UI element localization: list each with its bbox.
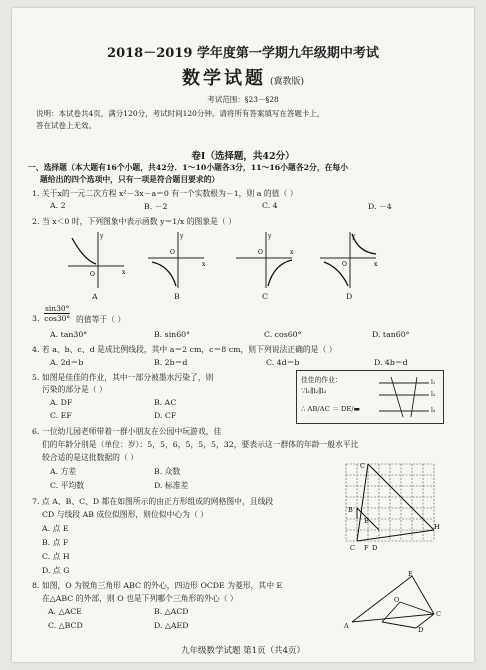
subject-name: 数学试题: [181, 68, 266, 89]
q6-option-a: A. 方差: [50, 467, 77, 476]
q6-stem-line1: 6. 一位幼儿园老师带着一群小朋友在公园中玩游戏，佳: [32, 427, 222, 436]
q7-option-a: A. 点 E: [42, 524, 69, 533]
svg-text:O: O: [170, 249, 175, 256]
svg-text:H: H: [434, 523, 440, 531]
section-intro-line1: 一、选择题（本大题有16个小题，共42分．1～10小题各3分，11～16小题各2分，在每小: [28, 163, 349, 172]
svg-text:O: O: [90, 271, 95, 278]
svg-text:O: O: [394, 596, 400, 604]
q7-grid-figure: [338, 456, 442, 552]
q7-option-b: B. 点 F: [42, 538, 69, 547]
page-footer: 九年级数学试题 第1页（共4页）: [180, 646, 306, 656]
edition-label: (冀教版): [269, 77, 305, 87]
q4-option-b: B. 2b＝d: [154, 358, 188, 367]
section-title: 卷Ⅰ（选择题，共42分）: [191, 151, 295, 162]
exam-note-line1: 说明：本试卷共4页，满分120分，考试时间120分钟。请将所有答案填写在答题卡上，: [36, 109, 325, 118]
svg-text:O: O: [342, 261, 347, 268]
q8-option-a: A. △ACE: [48, 607, 82, 616]
q3-stem: 的值等于（ ）: [76, 315, 126, 324]
svg-text:E: E: [364, 517, 369, 525]
q8-stem-line1: 8. 如图，O 为锐角三角形 ABC 的外心，四边形 OCDE 为菱形，其中 E: [32, 581, 283, 590]
svg-text:x: x: [374, 261, 378, 268]
svg-text:O: O: [258, 249, 263, 256]
q5-option-d: D. CF: [154, 411, 177, 420]
q5-box-title: 佳佳的作业：: [301, 376, 342, 384]
q5-line-l3: l₃: [431, 407, 436, 414]
q5-option-c: C. EF: [50, 411, 72, 420]
svg-text:B: B: [348, 506, 353, 514]
exam-note-line2: 答在试卷上无效。: [36, 121, 96, 130]
q8-option-d: D. △AED: [154, 621, 189, 630]
q7-option-c: C. 点 H: [42, 552, 70, 561]
q5-box-line1: ∵l₁∥l₂∥l₃: [301, 387, 327, 395]
exam-range: 考试范围：§23－§28: [207, 95, 279, 104]
svg-text:y: y: [180, 233, 184, 240]
q3-option-a: A. tan30°: [50, 330, 88, 339]
subject-title: [12, 64, 474, 90]
svg-text:E: E: [408, 570, 413, 578]
q6-option-b: B. 众数: [154, 467, 181, 476]
q4-option-d: D. 4b＝d: [374, 358, 408, 367]
svg-text:A: A: [344, 622, 349, 630]
q8-stem-line2: 在△ABC 的外部，则 O 也是下列哪个三角形的外心（ ）: [42, 594, 238, 603]
q2-graph-d: [318, 230, 380, 290]
svg-text:C: C: [360, 462, 365, 470]
q5-option-a: A. DF: [50, 398, 73, 407]
q2-graph-a: [66, 230, 128, 290]
q2-graph-b: [146, 230, 208, 290]
svg-text:y: y: [352, 233, 356, 240]
q5-line-l2: l₂: [431, 391, 436, 398]
svg-text:x: x: [290, 249, 294, 256]
svg-text:C: C: [350, 544, 355, 552]
q4-option-c: C. 4d＝b: [266, 358, 300, 367]
q1-option-c: C. 4: [262, 201, 278, 210]
q1-option-d: D. －4: [368, 202, 392, 211]
q8-triangle-figure: [342, 570, 446, 632]
svg-text:x: x: [202, 261, 206, 268]
q3-fraction-numerator: sin30°: [45, 304, 70, 313]
q5-parallel-lines-figure: [377, 375, 439, 419]
q3-fraction-denominator: cos30°: [44, 314, 71, 323]
q5-box-line2: ∴ AB/AC ＝ DE/▬: [301, 405, 361, 413]
q6-stem-line3: 较合适的是这批数据的（ ）: [42, 453, 139, 462]
q2-label-c: C: [262, 292, 268, 301]
q8-option-c: C. △BCD: [48, 621, 83, 630]
q7-stem-line2: CD 与线段 AB 成位似图形，则位似中心为（ ）: [42, 510, 209, 519]
q2-graph-c: [234, 230, 296, 290]
svg-text:C: C: [436, 610, 441, 618]
svg-text:y: y: [268, 233, 272, 240]
q7-option-d: D. 点 G: [42, 566, 70, 575]
q2-label-a: A: [92, 292, 98, 301]
q4-option-a: A. 2d＝b: [50, 358, 84, 367]
q6-option-d: D. 标准差: [154, 481, 189, 490]
q5-stem-line2: 污染的部分是（ ）: [42, 385, 107, 394]
q2-stem: 2. 当 x＜0 时，下列图象中表示函数 y＝1/x 的图象是（ ）: [32, 217, 236, 226]
q5-stem-line1: 5. 如图是佳佳的作业，其中一部分被墨水污染了，则: [32, 373, 214, 382]
exam-page: [12, 8, 474, 662]
q6-option-c: C. 平均数: [50, 481, 85, 490]
q4-stem: 4. 若 a、b、c、d 是成比例线段，其中 a＝2 cm，c＝8 cm，则下列说法正确的是（ ）: [32, 345, 337, 354]
svg-text:y: y: [100, 233, 104, 240]
q3-option-d: D. tan60°: [372, 330, 410, 339]
svg-text:D: D: [418, 626, 424, 632]
q3-option-b: B. sin60°: [154, 330, 191, 339]
q5-line-l1: l₁: [431, 379, 436, 386]
q3-fraction: [44, 304, 70, 323]
section-intro-line2: 题给出的四个选项中，只有一项是符合题目要求的）: [40, 175, 220, 184]
q2-label-d: D: [346, 292, 353, 301]
svg-text:x: x: [122, 269, 126, 276]
q5-option-b: B. AC: [154, 398, 177, 407]
q1-stem: 1. 关于x的一元二次方程 x²－3x－a＝0 有一个实数根为－1，则 a 的值（ ）: [32, 189, 298, 198]
svg-text:D: D: [372, 544, 378, 552]
q3-number: 3.: [32, 314, 40, 323]
q1-option-b: B. －2: [144, 202, 168, 211]
svg-text:F: F: [364, 544, 369, 552]
q8-option-b: B. △ACD: [154, 607, 189, 616]
q5-homework-box: [296, 370, 444, 424]
q2-label-b: B: [174, 292, 180, 301]
q7-stem-line1: 7. 点 A、B、C、D 都在如图所示的由正方形组成的网格图中，且线段: [32, 497, 274, 506]
exam-title: 2018－2019 学年度第一学期九年级期中考试: [107, 46, 379, 61]
q1-option-a: A. 2: [50, 201, 66, 210]
q3-option-c: C. cos60°: [264, 330, 302, 339]
q6-stem-line2: 们的年龄分别是（单位：岁）：5，5，6，5，5，5，32，要表示这一群体的年龄一般水平比: [42, 440, 359, 449]
